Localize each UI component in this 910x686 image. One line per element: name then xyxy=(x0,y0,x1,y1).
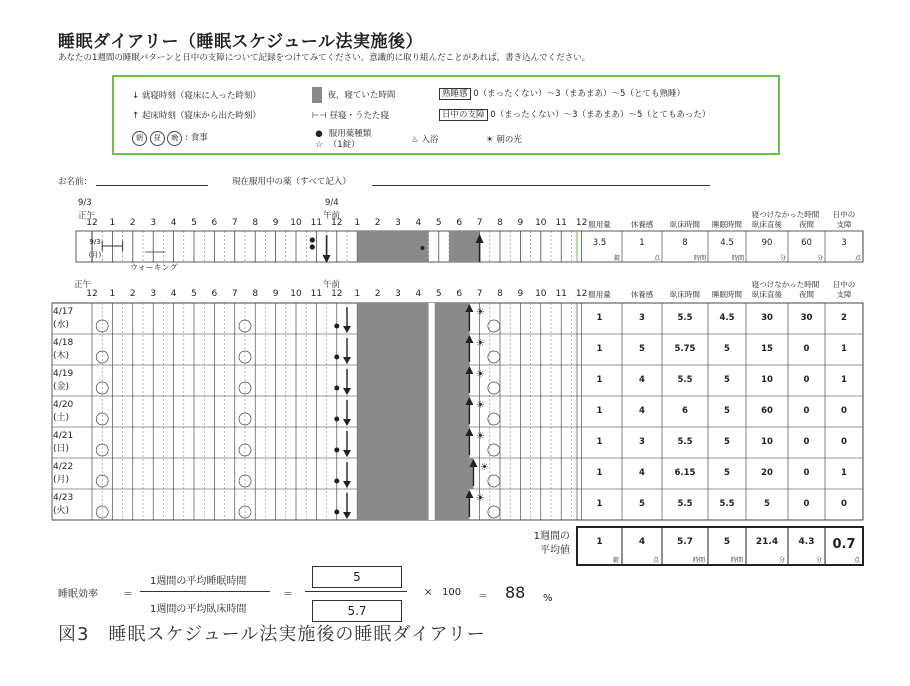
tick-label: 7 xyxy=(476,289,483,299)
row-day: (水) xyxy=(53,320,70,330)
tick-label: 12 xyxy=(331,218,343,228)
row-value: 1 xyxy=(596,406,603,416)
example-sleep-block xyxy=(357,231,428,262)
column-header: 睡眠時間 xyxy=(712,290,742,299)
row-day: (火) xyxy=(53,506,70,516)
average-unit: 時間 xyxy=(692,557,705,564)
row-value: 5.5 xyxy=(677,375,693,385)
example-unit: 時間 xyxy=(731,255,744,262)
wake-gap xyxy=(429,489,435,520)
tick-label: 8 xyxy=(497,289,503,299)
row-day: (金) xyxy=(53,382,70,392)
column-header: 服用量 xyxy=(588,290,611,299)
tick-label: 3 xyxy=(395,289,401,299)
tick-label: 7 xyxy=(231,289,238,299)
sun-icon: ☀ xyxy=(475,400,485,411)
row-value: 1 xyxy=(841,344,847,354)
row-date: 4/22 xyxy=(53,462,74,472)
row-date: 4/19 xyxy=(53,369,74,379)
tick-label: 6 xyxy=(211,289,218,299)
tick-label: 3 xyxy=(150,218,157,228)
sleep-block xyxy=(357,458,473,489)
column-header-group: 寝つけなかった時間 xyxy=(751,210,820,219)
sleep-block xyxy=(357,396,469,427)
example-value: 3.5 xyxy=(592,238,607,248)
example-next-date: 9/4 xyxy=(325,198,339,208)
sleep-block xyxy=(357,427,469,458)
tick-label: 1 xyxy=(109,218,116,228)
tick-label: 6 xyxy=(211,218,218,228)
bed-arrow-head xyxy=(343,450,351,457)
tick-label: 12 xyxy=(575,289,588,299)
row-day: (木) xyxy=(53,351,70,361)
tick-label: 3 xyxy=(150,289,157,299)
wake-gap xyxy=(429,427,435,458)
tick-label: 5 xyxy=(435,289,442,299)
row-value: 1 xyxy=(596,437,603,447)
column-header: 睡眠時間 xyxy=(712,220,742,229)
row-value: 0 xyxy=(803,375,810,385)
sun-icon: ☀ xyxy=(479,462,489,473)
legend-risetime: ↑ 起床時刻（寝床から出た時刻） xyxy=(132,111,261,121)
example-value: 8 xyxy=(682,238,688,248)
name-label: お名前： xyxy=(58,177,93,187)
tick-label: 8 xyxy=(252,289,259,299)
column-header: 日中の xyxy=(832,280,856,289)
row-value: 5 xyxy=(724,344,730,354)
denominator-value: 5.7 xyxy=(312,600,402,622)
legend-daytime: 日中の支障 0（まったくない）～3（まあまあ）～5（とてもあった） xyxy=(439,108,710,120)
row-value: 0 xyxy=(803,499,810,509)
meal-icon xyxy=(488,320,500,332)
row-value: 1 xyxy=(596,499,603,509)
row-date: 4/23 xyxy=(53,493,74,503)
wake-gap xyxy=(429,458,435,489)
efficiency-label: 睡眠効率 xyxy=(58,589,98,600)
row-value: 0 xyxy=(841,499,847,509)
tick-label: 12 xyxy=(86,218,98,228)
pill-dot xyxy=(334,448,339,453)
pill-dot xyxy=(334,386,339,391)
average-unit: 時間 xyxy=(730,557,743,564)
average-unit: 錠 xyxy=(612,557,619,564)
pill-dot xyxy=(334,510,339,515)
down-arrow-icon: ↓ xyxy=(132,91,140,101)
column-header: 臥床直後 xyxy=(752,290,782,299)
efficiency-eq2: ＝ xyxy=(283,589,293,600)
tick-label: 8 xyxy=(497,218,503,228)
example-unit: 時間 xyxy=(693,255,706,262)
row-value: 5 xyxy=(764,499,770,509)
example-value: 1 xyxy=(639,238,645,248)
average-value: 0.7 xyxy=(832,537,856,552)
row-day: (土) xyxy=(53,413,70,423)
hundred: 100 xyxy=(442,587,462,598)
tick-label: 4 xyxy=(170,289,177,299)
tick-label: 1 xyxy=(354,289,361,299)
sleep-block xyxy=(357,489,469,520)
row-value: 5 xyxy=(639,499,645,509)
column-header: 休養感 xyxy=(630,290,654,299)
example-unit: 点 xyxy=(854,255,861,262)
pill-dot xyxy=(310,244,315,249)
row-value: 3 xyxy=(639,437,645,447)
bed-arrow-head xyxy=(343,481,351,488)
page-title: 睡眠ダイアリー（睡眠スケジュール法実施後） xyxy=(58,32,423,52)
legend-bedtime: ↓ 就寝時刻（寝床に入った時刻） xyxy=(132,91,261,101)
row-value: 15 xyxy=(761,344,773,354)
sun-icon: ☀ xyxy=(475,338,485,349)
meal-icon xyxy=(239,320,251,332)
average-unit: 点 xyxy=(652,557,659,564)
pill-dot xyxy=(334,479,339,484)
tick-label: 12 xyxy=(575,218,588,228)
column-header-group: 寝つけなかった時間 xyxy=(751,280,820,289)
row-date: 4/18 xyxy=(53,338,74,348)
tick-label: 10 xyxy=(535,289,547,299)
bath-icon: ♨ xyxy=(411,135,419,145)
row-value: 30 xyxy=(800,313,813,323)
tick-label: 9 xyxy=(272,218,279,228)
legend-night-sleep: 夜，寝ていた時間 xyxy=(312,87,395,103)
tick-label: 12 xyxy=(86,289,98,299)
row-value: 5.5 xyxy=(677,313,693,323)
row-value: 6.15 xyxy=(674,468,696,478)
denominator-label: 1週間の平均臥床時間 xyxy=(150,604,247,615)
average-value: 4.3 xyxy=(798,537,815,547)
column-header: 支障 xyxy=(836,220,852,229)
sun-icon: ☀ xyxy=(486,135,494,145)
pill-dot xyxy=(310,237,315,242)
average-unit: 分 xyxy=(815,557,822,564)
row-value: 5 xyxy=(724,375,730,385)
sleep-block xyxy=(357,303,469,334)
column-header: 休養感 xyxy=(630,220,654,229)
pill-dot xyxy=(334,355,339,360)
example-date-top: 9/3 xyxy=(78,198,92,208)
row-value: 6 xyxy=(682,406,688,416)
tick-label: 2 xyxy=(129,289,136,299)
tick-label: 1 xyxy=(109,289,116,299)
row-value: 4 xyxy=(639,406,645,416)
row-value: 1 xyxy=(841,375,847,385)
up-arrow-icon: ↑ xyxy=(132,111,140,121)
example-unit: 分 xyxy=(779,255,786,262)
row-value: 5.5 xyxy=(719,499,735,509)
tick-label: 8 xyxy=(252,218,259,228)
legend-nap: ⊢⊣ 昼寝・うたた寝 xyxy=(312,111,390,121)
row-value: 0 xyxy=(841,406,847,416)
tick-label: 2 xyxy=(129,218,136,228)
row-value: 5 xyxy=(639,344,645,354)
bed-arrow-head xyxy=(343,512,351,519)
column-header: 臥床時間 xyxy=(670,290,700,299)
tick-label: 4 xyxy=(415,289,422,299)
bed-arrow-head xyxy=(343,326,351,333)
row-value: 5.5 xyxy=(677,437,693,447)
row-date: 4/21 xyxy=(53,431,74,441)
row-value: 4 xyxy=(639,468,645,478)
wake-gap xyxy=(429,396,435,427)
row-value: 0 xyxy=(803,468,810,478)
pill-icon: ● ☆ xyxy=(315,129,323,150)
figure-caption: 図3 睡眠スケジュール法実施後の睡眠ダイアリー xyxy=(58,624,486,645)
row-value: 0 xyxy=(841,437,847,447)
column-header: 臥床直後 xyxy=(752,220,782,229)
tick-label: 4 xyxy=(170,218,177,228)
example-sleep-block-2 xyxy=(449,231,480,262)
row-date: 4/20 xyxy=(53,400,74,410)
example-value: 60 xyxy=(801,238,812,248)
meal-icon xyxy=(96,444,108,456)
bed-arrow-head xyxy=(343,388,351,395)
row-value: 5 xyxy=(724,437,730,447)
legend-deep-sleep: 熟睡感 0（まったくない）～3（まあまあ）～5（とても熟睡） xyxy=(439,87,685,99)
row-value: 5 xyxy=(724,406,730,416)
row-value: 3 xyxy=(639,313,645,323)
result-eq: ＝ xyxy=(478,591,488,602)
breakfast-icon: 朝 xyxy=(132,131,147,146)
meds-label: 現在服用中の薬（すべて記入） xyxy=(232,177,351,187)
row-value: 0 xyxy=(803,344,810,354)
average-value: 1 xyxy=(596,537,603,547)
column-header: 支障 xyxy=(836,290,852,299)
nap-bar-icon: ⊢⊣ xyxy=(312,111,327,121)
sun-icon: ☀ xyxy=(475,369,485,380)
tick-label: 6 xyxy=(456,218,463,228)
times-sign: × xyxy=(424,587,433,598)
column-header: 夜間 xyxy=(799,290,814,299)
row-value: 10 xyxy=(761,375,773,385)
tick-label: 9 xyxy=(517,289,524,299)
pill-dot xyxy=(334,417,339,422)
example-unit: 錠 xyxy=(613,255,620,262)
tick-label: 7 xyxy=(476,218,483,228)
tick-label: 11 xyxy=(310,289,323,299)
pill-dot xyxy=(420,246,424,250)
row-value: 10 xyxy=(761,437,773,447)
efficiency-eq: ＝ xyxy=(123,589,133,600)
tick-label: 10 xyxy=(290,289,302,299)
example-value: 4.5 xyxy=(720,238,734,248)
bed-arrow-head xyxy=(343,419,351,426)
tick-label: 5 xyxy=(435,218,442,228)
example-unit: 点 xyxy=(653,255,660,262)
column-header: 臥床時間 xyxy=(670,220,700,229)
legend-medication: ● ☆ 服用薬種類 （1錠） xyxy=(312,129,371,151)
average-value: 5.7 xyxy=(677,537,693,547)
average-value: 4 xyxy=(638,537,646,547)
row-value: 1 xyxy=(596,375,603,385)
row-value: 4 xyxy=(639,375,645,385)
numerator-value: 5 xyxy=(312,566,402,588)
legend-bath: ♨ 入浴 xyxy=(411,135,439,145)
lunch-icon: 昼 xyxy=(150,131,165,146)
row-value: 60 xyxy=(761,406,773,416)
example-midnight: 午前 xyxy=(323,211,341,221)
axis-midnight: 午前 xyxy=(323,280,341,290)
sun-icon: ☀ xyxy=(475,493,485,504)
meal-icon xyxy=(488,444,500,456)
tick-label: 2 xyxy=(374,218,381,228)
example-date: 9/3 (月) xyxy=(88,238,102,259)
example-value: 3 xyxy=(841,238,847,248)
meal-icon xyxy=(96,320,108,332)
tick-label: 2 xyxy=(374,289,381,299)
tick-label: 7 xyxy=(231,218,238,228)
average-value: 21.4 xyxy=(755,537,779,547)
example-noon: 正午 xyxy=(78,211,96,221)
sun-icon: ☀ xyxy=(475,307,485,318)
pill-dot xyxy=(334,324,339,329)
row-value: 30 xyxy=(761,313,773,323)
fraction-line xyxy=(140,591,270,592)
row-date: 4/17 xyxy=(53,307,74,317)
tick-label: 4 xyxy=(415,218,422,228)
tick-label: 11 xyxy=(310,218,323,228)
average-value: 5 xyxy=(723,537,731,547)
tick-label: 11 xyxy=(555,218,567,228)
column-header: 夜間 xyxy=(799,220,814,229)
tick-label: 1 xyxy=(354,218,361,228)
sleep-block xyxy=(357,334,469,365)
row-value: 5.5 xyxy=(677,499,693,509)
tick-label: 10 xyxy=(535,218,547,228)
column-header: 服用量 xyxy=(588,220,611,229)
tick-label: 11 xyxy=(555,289,567,299)
row-value: 0 xyxy=(803,437,810,447)
row-value: 1 xyxy=(596,344,603,354)
bed-arrow-head xyxy=(343,357,351,364)
row-day: (日) xyxy=(53,444,70,454)
wake-gap xyxy=(429,303,435,334)
tick-label: 9 xyxy=(517,218,524,228)
tick-label: 6 xyxy=(456,289,463,299)
page-subtitle: あなたの1週間の睡眠パターンと日中の支障について記録をつけてみてください。意識的に取り組んだことがあれば，書き込んでください。 xyxy=(58,53,591,63)
walking-note: ウォーキング xyxy=(130,263,178,272)
tick-label: 5 xyxy=(191,289,197,299)
dinner-icon: 晩 xyxy=(167,131,182,146)
row-value: 1 xyxy=(596,468,603,478)
column-header: 日中の xyxy=(832,210,856,219)
average-unit: 点 xyxy=(853,557,860,564)
row-value: 0 xyxy=(803,406,810,416)
tick-label: 10 xyxy=(290,218,302,228)
numerator-label: 1週間の平均睡眠時間 xyxy=(150,576,247,587)
example-unit: 分 xyxy=(816,255,823,262)
axis-noon: 正午 xyxy=(74,280,92,290)
tick-label: 12 xyxy=(331,289,343,299)
row-value: 5 xyxy=(724,468,730,478)
wake-gap xyxy=(429,334,435,365)
average-unit: 分 xyxy=(778,557,785,564)
row-day: (月) xyxy=(53,475,70,485)
meal-icon xyxy=(239,444,251,456)
efficiency-result: 88 xyxy=(505,583,526,602)
sleep-block xyxy=(357,365,469,396)
percent-sign: % xyxy=(543,593,553,604)
row-value: 4.5 xyxy=(719,313,735,323)
tick-label: 9 xyxy=(272,289,279,299)
row-value: 1 xyxy=(596,313,603,323)
row-value: 20 xyxy=(761,468,773,478)
legend-meals: 朝 昼 晩 : 食事 xyxy=(132,131,208,146)
row-value: 2 xyxy=(841,313,847,323)
row-value: 5.75 xyxy=(674,344,696,354)
avg-label: 1週間の 平均値 xyxy=(533,531,570,556)
row-value: 1 xyxy=(841,468,847,478)
tick-label: 5 xyxy=(191,218,197,228)
tick-label: 3 xyxy=(395,218,401,228)
legend-morning-light: ☀ 朝の光 xyxy=(486,135,522,145)
sun-icon: ☀ xyxy=(475,431,485,442)
example-value: 90 xyxy=(761,238,773,248)
wake-gap xyxy=(429,365,435,396)
fraction-line-2 xyxy=(305,591,407,592)
